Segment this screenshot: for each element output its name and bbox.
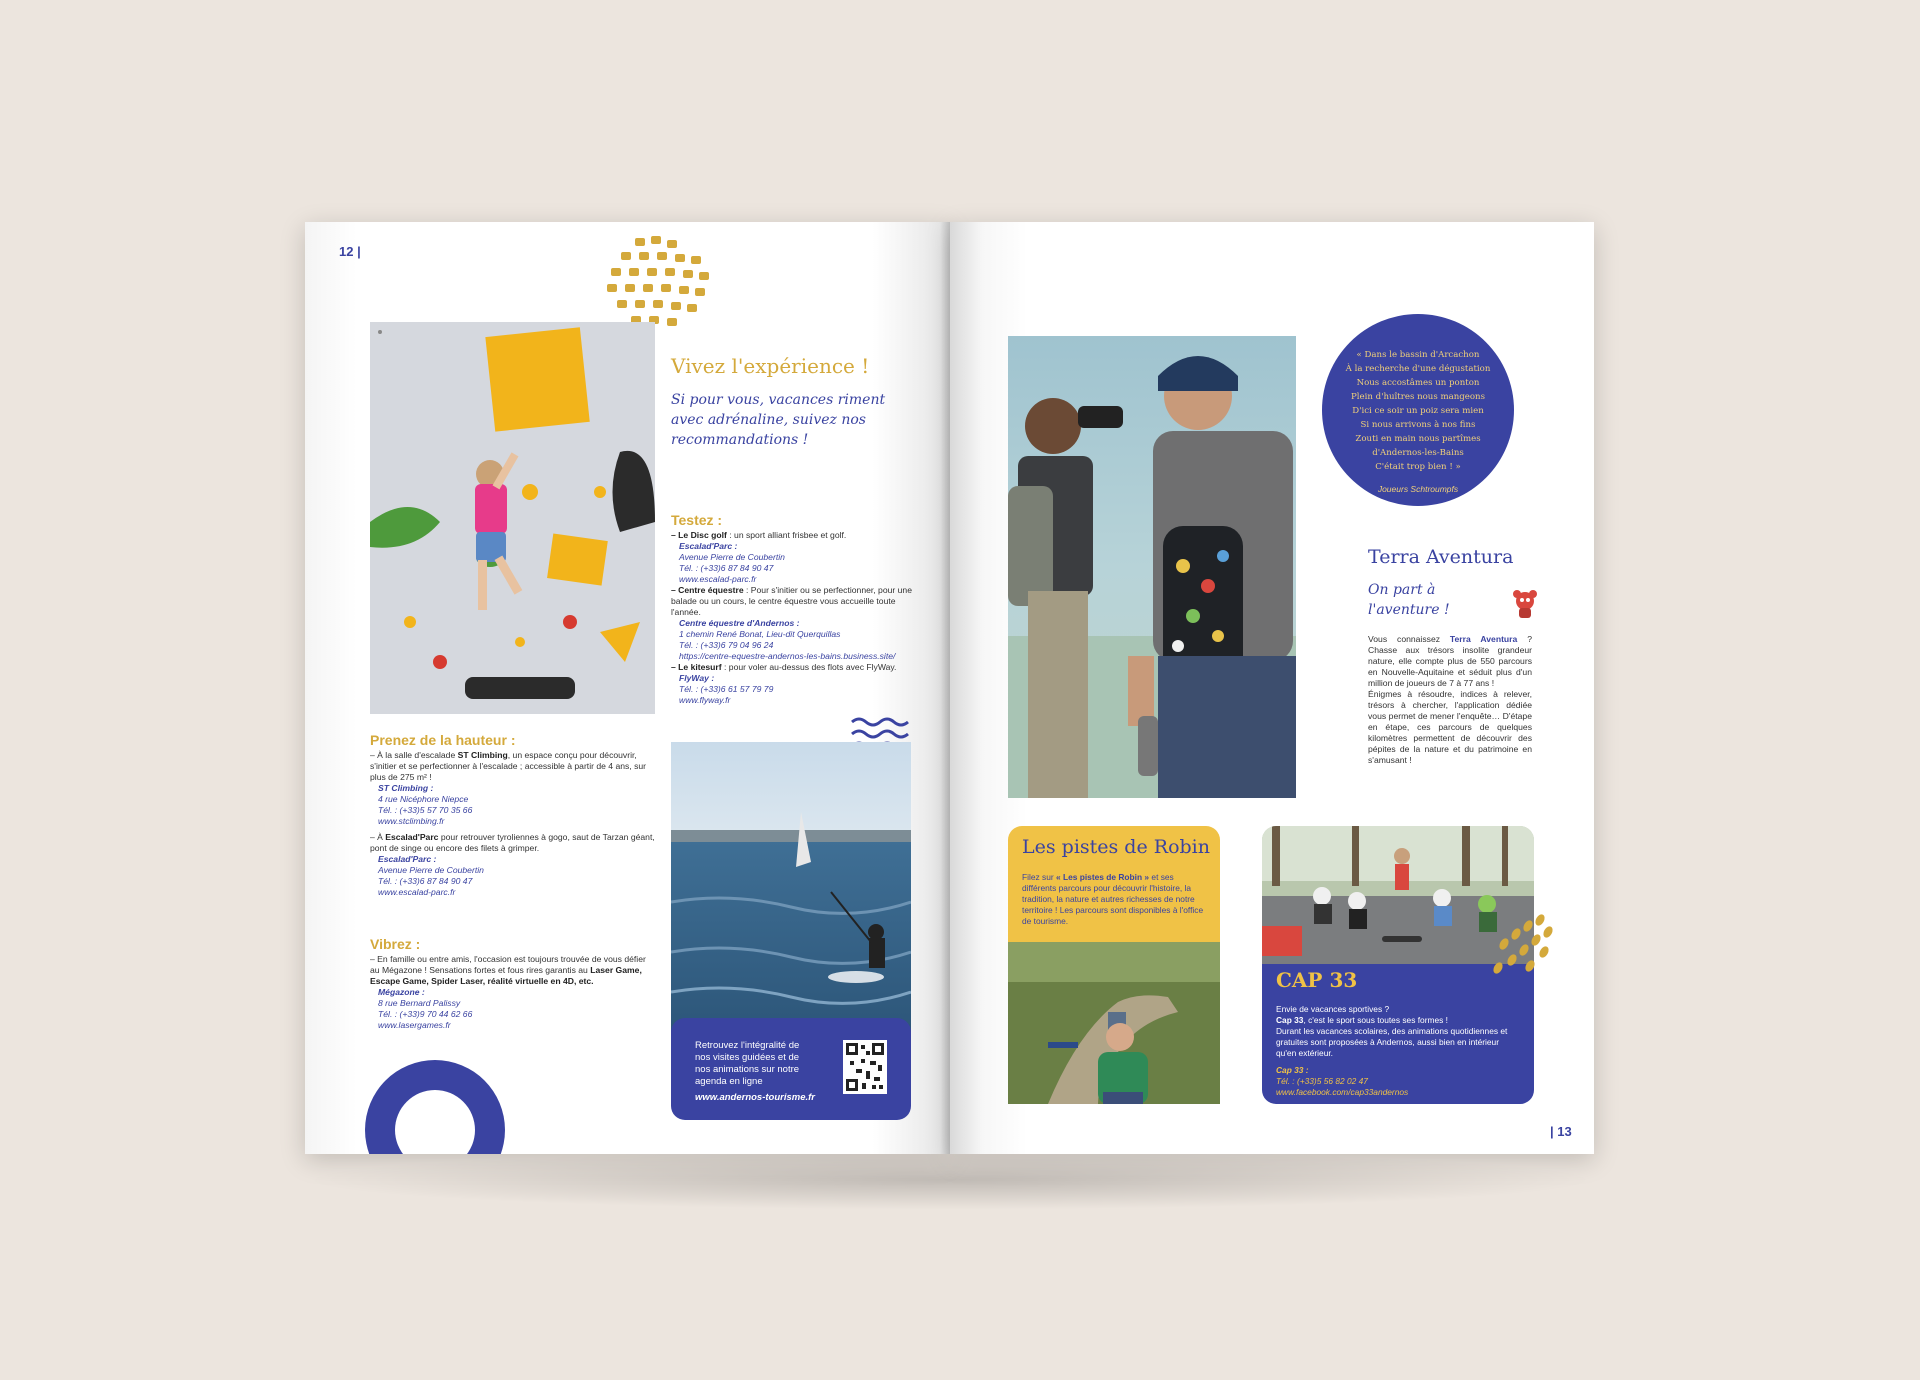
- cap33-line1: Envie de vacances sportives ?: [1276, 1004, 1390, 1014]
- stclimbing-address: 4 rue Nicéphore Niepce: [378, 794, 469, 804]
- poem-lines: [1338, 348, 1498, 474]
- disc-golf-text: : un sport alliant frisbee et golf.: [726, 530, 847, 540]
- robin-photo: [1008, 942, 1220, 1104]
- equestre-label: – Centre équestre: [671, 585, 744, 595]
- hauteur-item1-text: , un espace conçu pour découvrir, s'initier et se perfectionner à l'escalade ; accessible à partir de 4 ans, sur plus de 275 m² !: [370, 750, 647, 782]
- stclimbing-website-link[interactable]: www.stclimbing.fr: [378, 816, 445, 826]
- hauteur-item1-lead: – À la salle d'escalade: [370, 750, 458, 760]
- cap33-line2: , c'est le sport sous toutes ses formes !: [1303, 1015, 1448, 1025]
- kitesurf-photo: [671, 742, 911, 1042]
- hauteur-item2-lead: – À: [370, 832, 386, 842]
- poem-author: Joueurs Schtroumpfs: [1377, 484, 1459, 494]
- gold-leaves-decoration: [1490, 912, 1560, 982]
- vibrez-title: Vibrez :: [370, 936, 421, 952]
- robin-card: [1008, 826, 1220, 942]
- poem-line: Nous accostâmes un ponton: [1356, 378, 1480, 388]
- escaladparc-website-link[interactable]: www.escalad-parc.fr: [378, 887, 456, 897]
- disc-golf-label: – Le Disc golf: [671, 530, 727, 540]
- poem-circle: [1322, 314, 1514, 506]
- testez-section: [671, 530, 921, 706]
- book-shadow: [300, 1150, 1600, 1210]
- poem-line: « Dans le bassin d'Arcachon: [1356, 350, 1480, 360]
- cap33-title: CAP 33: [1276, 968, 1358, 992]
- megazone-address: 8 rue Bernard Palissy: [378, 998, 461, 1008]
- page-number-left: 12 |: [339, 244, 361, 259]
- cap33-name: Cap 33 :: [1276, 1065, 1309, 1075]
- kitesurf-label: – Le kitesurf: [671, 662, 722, 672]
- hauteur-item2-text: pour retrouver tyroliennes à gogo, saut de Tarzan géant, pont de singe ou encore des filets à grimper.: [370, 832, 655, 853]
- qr-code-icon[interactable]: [843, 1040, 887, 1094]
- page-number-right: | 13: [1550, 1124, 1572, 1139]
- robin-text: [1022, 872, 1208, 927]
- escaladparc-address: Avenue Pierre de Coubertin: [378, 865, 484, 875]
- kitesurf-website-link[interactable]: www.flyway.fr: [679, 695, 731, 705]
- terra-p2-text: Énigmes à résoudre, indices à relever, trésors à chercher, l'application dédiée vous permet de mener l'enquête… D'étape en étape, ces parcours de quelques kilomètres permettent de découvrir des pépites de la nature et du patrimoine en s'amusant !: [1368, 689, 1532, 765]
- stclimbing-name: ST Climbing :: [378, 783, 434, 793]
- vivez-tagline: Si pour vous, vacances riment avec adrénaline, suivez nos recommandations !: [671, 392, 886, 448]
- equestre-address: 1 chemin René Bonat, Lieu-dit Querquillas: [679, 629, 841, 639]
- kitesurf-phone: Tél. : (+33)6 61 57 79 79: [679, 684, 774, 694]
- poem-line: C'était trop bien ! »: [1375, 462, 1461, 472]
- agenda-card[interactable]: [671, 1018, 911, 1120]
- terra-script: On part à l'aventure !: [1368, 582, 1450, 618]
- escaladparc-name: Escalad'Parc :: [378, 854, 437, 864]
- navy-ring-decoration: [365, 1060, 505, 1154]
- poem-line: À la recherche d'une dégustation: [1345, 364, 1491, 374]
- megazone-name: Mégazone :: [378, 987, 425, 997]
- terra-mascot-icon: [1512, 590, 1538, 625]
- hauteur-title: Prenez de la hauteur :: [370, 732, 516, 748]
- disc-address: Avenue Pierre de Coubertin: [679, 552, 785, 562]
- poem-line: Plein d'huîtres nous mangeons: [1350, 392, 1485, 402]
- cap33-phone: Tél. : (+33)5 56 82 02 47: [1276, 1076, 1368, 1086]
- terra-bold: Terra Aventura: [1449, 634, 1518, 644]
- vibrez-bold: Laser Game, Escape Game, Spider Laser, réalité virtuelle en 4D, etc.: [370, 965, 642, 986]
- poem-line: D'ici ce soir un poiz sera mien: [1352, 406, 1484, 416]
- agenda-text: Retrouvez l'intégralité de nos visites guidées et de nos animations sur notre agenda en ligne: [695, 1040, 800, 1087]
- cap33-facebook-link[interactable]: www.facebook.com/cap33andernos: [1276, 1087, 1409, 1097]
- kitesurf-text: : pour voler au-dessus des flots avec FlyWay.: [721, 662, 897, 672]
- terra-p1-lead: Vous connaissez: [1368, 634, 1450, 644]
- poem-line: Si nous arrivons à nos fins: [1360, 420, 1476, 430]
- disc-phone: Tél. : (+33)6 87 84 90 47: [679, 563, 774, 573]
- climbing-wall-photo: [370, 322, 655, 714]
- disc-name: Escalad'Parc :: [679, 541, 738, 551]
- vivez-title: Vivez l'expérience !: [671, 354, 870, 378]
- stclimbing-phone: Tél. : (+33)5 57 70 35 66: [378, 805, 473, 815]
- cap33-text: [1276, 1004, 1516, 1098]
- terra-body: [1368, 634, 1532, 766]
- robin-title: Les pistes de Robin: [1022, 836, 1210, 858]
- kitesurf-name: FlyWay :: [679, 673, 715, 683]
- megazone-phone: Tél. : (+33)9 70 44 62 66: [378, 1009, 473, 1019]
- right-page: [950, 222, 1594, 1154]
- hikers-photo: [1008, 336, 1296, 798]
- cap33-card: [1262, 964, 1534, 1104]
- gold-dots-decoration: [605, 236, 715, 336]
- equestre-name: Centre équestre d'Andernos :: [679, 618, 800, 628]
- stclimbing-bold: ST Climbing: [457, 750, 508, 760]
- cap33-line3: Durant les vacances scolaires, des animations quotidiennes et gratuites sont proposées à Andernos, aussi bien en intérieur qu'en extérieur.: [1276, 1026, 1508, 1058]
- equestre-phone: Tél. : (+33)6 79 04 96 24: [679, 640, 774, 650]
- robin-bold: « Les pistes de Robin »: [1055, 872, 1150, 882]
- vibrez-text: – En famille ou entre amis, l'occasion est toujours trouvée de vous défier au Mégazone ! Sensations fortes et fous rires garantis au: [370, 954, 646, 975]
- megazone-website-link[interactable]: www.lasergames.fr: [378, 1020, 451, 1030]
- escaladparc-bold: Escalad'Parc: [385, 832, 439, 842]
- terra-title: Terra Aventura: [1368, 546, 1514, 568]
- hauteur-section: [370, 750, 655, 898]
- robin-text-rest: et ses différents parcours pour découvrir l'histoire, la tradition, la nature et autres richesses de notre territoire ! Les parcours sont disponibles à l'office de tourisme.: [1022, 872, 1204, 926]
- poem-line: Zouti en main nous partîmes: [1355, 434, 1481, 444]
- equestre-text: : Pour s'initier ou se perfectionner, pour une balade ou un cours, le centre équestre vous accueille toute l'année.: [671, 585, 912, 617]
- robin-text-lead: Filez sur: [1022, 872, 1056, 882]
- disc-website-link[interactable]: www.escalad-parc.fr: [679, 574, 757, 584]
- escaladparc-phone: Tél. : (+33)6 87 84 90 47: [378, 876, 473, 886]
- equestre-website-link[interactable]: https://centre-equestre-andernos-les-bains.business.site/: [679, 651, 896, 661]
- vibrez-section: [370, 954, 655, 1031]
- cap33-bold: Cap 33: [1276, 1015, 1304, 1025]
- terra-p1-text: ? Chasse aux trésors insolite grandeur nature, elle compte plus de 550 parcours en Nouvelle-Aquitaine et séduit plus d'un million de joueurs de 7 à 77 ans !: [1368, 634, 1532, 688]
- testez-title: Testez :: [671, 512, 723, 528]
- left-page: [305, 222, 950, 1154]
- poem-line: d'Andernos-les-Bains: [1372, 448, 1464, 458]
- agenda-url-link[interactable]: www.andernos-tourisme.fr: [695, 1092, 815, 1103]
